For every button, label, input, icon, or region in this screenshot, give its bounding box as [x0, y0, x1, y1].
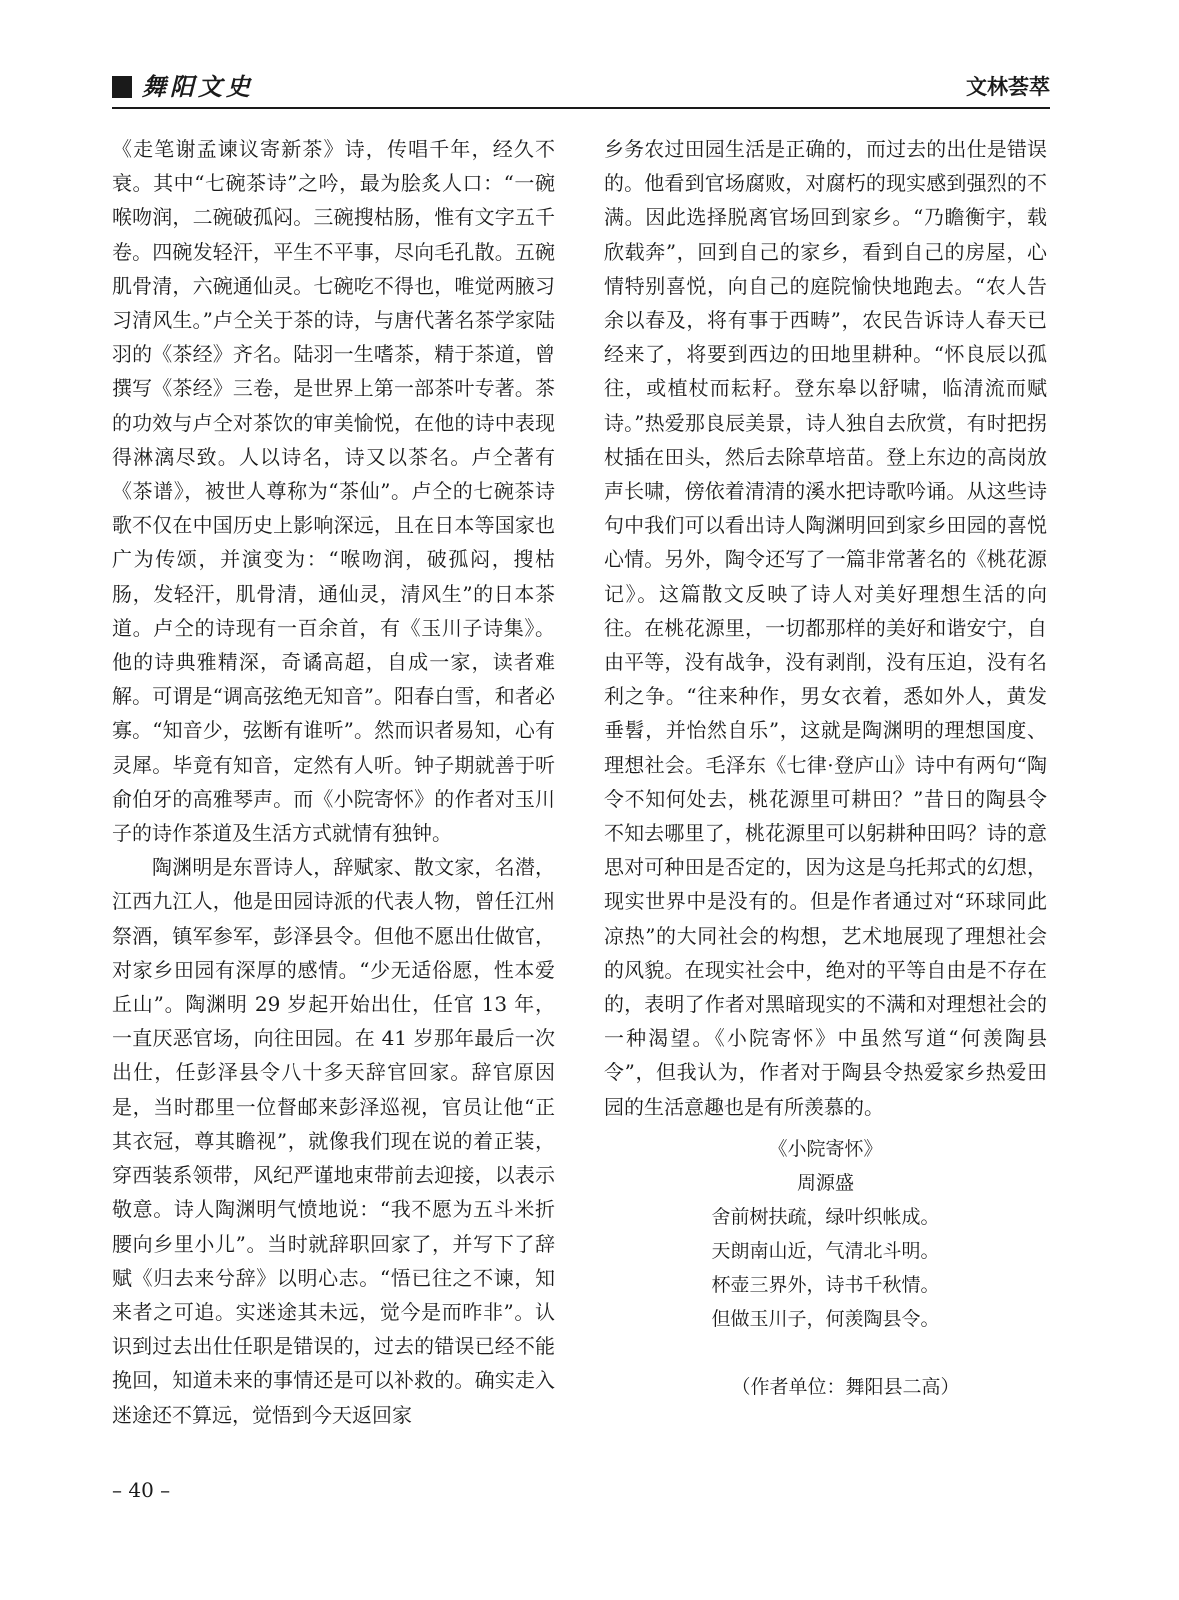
- journal-title: 舞阳文史: [142, 73, 254, 101]
- header-divider: [112, 107, 1050, 109]
- poem-block: [604, 1132, 1047, 1336]
- section-title: 文林荟萃: [966, 75, 1050, 99]
- poem-line: 杯壶三界外，诗书千秋情。: [711, 1273, 940, 1296]
- left-paragraph-1: 《走笔谢孟谏议寄新茶》诗，传唱千年，经久不衰。其中“七碗茶诗”之吟，最为脍炙人口：“一碗喉吻润，二碗破孤闷。三碗搜枯肠，惟有文字五千卷。四碗发轻汗，平生不平事，尽向毛孔散。五碗肌骨清，六碗通仙灵。七碗吃不得也，唯觉两腋习习清风生。”卢仝关于茶的诗，与唐代著名茶学家陆羽的《茶经》齐名。陆羽一生嗜茶，精于茶道，曾撰写《茶经》三卷，是世界上第一部茶叶专著。茶的功效与卢仝对茶饮的审美愉悦，在他的诗中表现得淋漓尽致。人以诗名，诗又以茶名。卢仝著有《茶谱》，被世人尊称为“茶仙”。卢仝的七碗茶诗歌不仅在中国历史上影响深远，且在日本等国家也广为传颂，并演变为：“喉吻润，破孤闷，搜枯肠，发轻汗，肌骨清，通仙灵，清风生”的日本茶道。卢仝的诗现有一百余首，有《玉川子诗集》。他的诗典雅精深，奇谲高超，自成一家，读者难解。可谓是“调高弦绝无知音”。阳春白雪，和者必寡。“知音少，弦断有谁听”。然而识者易知，心有灵犀。毕竟有知音，定然有人听。钟子期就善于听俞伯牙的高雅琴声。而《小院寄怀》的作者对玉川子的诗作茶道及生活方式就情有独钟。: [112, 137, 555, 846]
- poem-line: 但做玉川子，何羡陶县令。: [711, 1307, 940, 1330]
- page-number: – 40 –: [112, 1478, 171, 1502]
- page-header: [112, 72, 1050, 106]
- right-column: [604, 132, 1047, 1404]
- poem-author: 周源盛: [796, 1171, 854, 1194]
- poem-lines: [604, 1200, 1047, 1336]
- right-paragraph-1: 乡务农过田园生活是正确的，而过去的出仕是错误的。他看到官场腐败，对腐朽的现实感到强烈的不满。因此选择脱离官场回到家乡。“乃瞻衡宇，载欣载奔”，回到自己的家乡，看到自己的房屋，心情特别喜悦，向自己的庭院愉快地跑去。“农人告余以春及，将有事于西畴”，农民告诉诗人春天已经来了，将要到西边的田地里耕种。“怀良辰以孤往，或植杖而耘耔。登东皋以舒啸，临清流而赋诗。”热爱那良辰美景，诗人独自去欣赏，有时把拐杖插在田头，然后去除草培苗。登上东边的高岗放声长啸，傍依着清清的溪水把诗歌吟诵。从这些诗句中我们可以看出诗人陶渊明回到家乡田园的喜悦心情。另外，陶令还写了一篇非常著名的《桃花源记》。这篇散文反映了诗人对美好理想生活的向往。在桃花源里，一切都那样的美好和谐安宁，自由平等，没有战争，没有剥削，没有压迫，没有名利之争。“往来种作，男女衣着，悉如外人，黄发垂髫，并怡然自乐”，这就是陶渊明的理想国度、理想社会。毛泽东《七律·登庐山》诗中有两句“陶令不知何处去，桃花源里可耕田？”昔日的陶县令不知去哪里了，桃花源里可以躬耕种田吗？诗的意思对可种田是否定的，因为这是乌托邦式的幻想，现实世界中是没有的。但是作者通过对“环球同此凉热”的大同社会的构想，艺术地展现了理想社会的风貌。在现实社会中，绝对的平等自由是不存在的，表明了作者对黑暗现实的不满和对理想社会的一种渴望。《小院寄怀》中虽然写道“何羡陶县令”，但我认为，作者对于陶县令热爱家乡热爱田园的生活意趣也是有所羡慕的。: [604, 137, 1047, 1119]
- poem-title: 《小院寄怀》: [768, 1137, 883, 1160]
- poem-line: 舍前树扶疏，绿叶织帐成。: [711, 1205, 940, 1228]
- left-column: [112, 132, 555, 1432]
- author-affiliation: （作者单位：舞阳县二高）: [731, 1375, 960, 1398]
- left-paragraph-2: 陶渊明是东晋诗人，辞赋家、散文家，名潜，江西九江人，他是田园诗派的代表人物，曾任江州祭酒，镇军参军，彭泽县令。但他不愿出仕做官，对家乡田园有深厚的感情。“少无适俗愿，性本爱丘山”。陶渊明 29 岁起开始出仕，任官 13 年，一直厌恶官场，向往田园。在 41 岁那年最后一次出仕，任彭泽县令八十多天辞官回家。辞官原因是，当时郡里一位督邮来彭泽巡视，官员让他“正其衣冠，尊其瞻视”，就像我们现在说的着正装，穿西装系领带，风纪严谨地束带前去迎接，以表示敬意。诗人陶渊明气愤地说：“我不愿为五斗米折腰向乡里小儿”。当时就辞职回家了，并写下了辞赋《归去来兮辞》以明心志。“悟已往之不谏，知来者之可追。实迷途其未远，觉今是而昨非”。认识到过去出仕任职是错误的，过去的错误已经不能挽回，知道未来的事情还是可以补救的。确实走入迷途还不算远，觉悟到今天返回家: [112, 855, 555, 1427]
- header-square-icon: [112, 76, 132, 98]
- poem-line: 天朗南山近，气清北斗明。: [711, 1239, 940, 1262]
